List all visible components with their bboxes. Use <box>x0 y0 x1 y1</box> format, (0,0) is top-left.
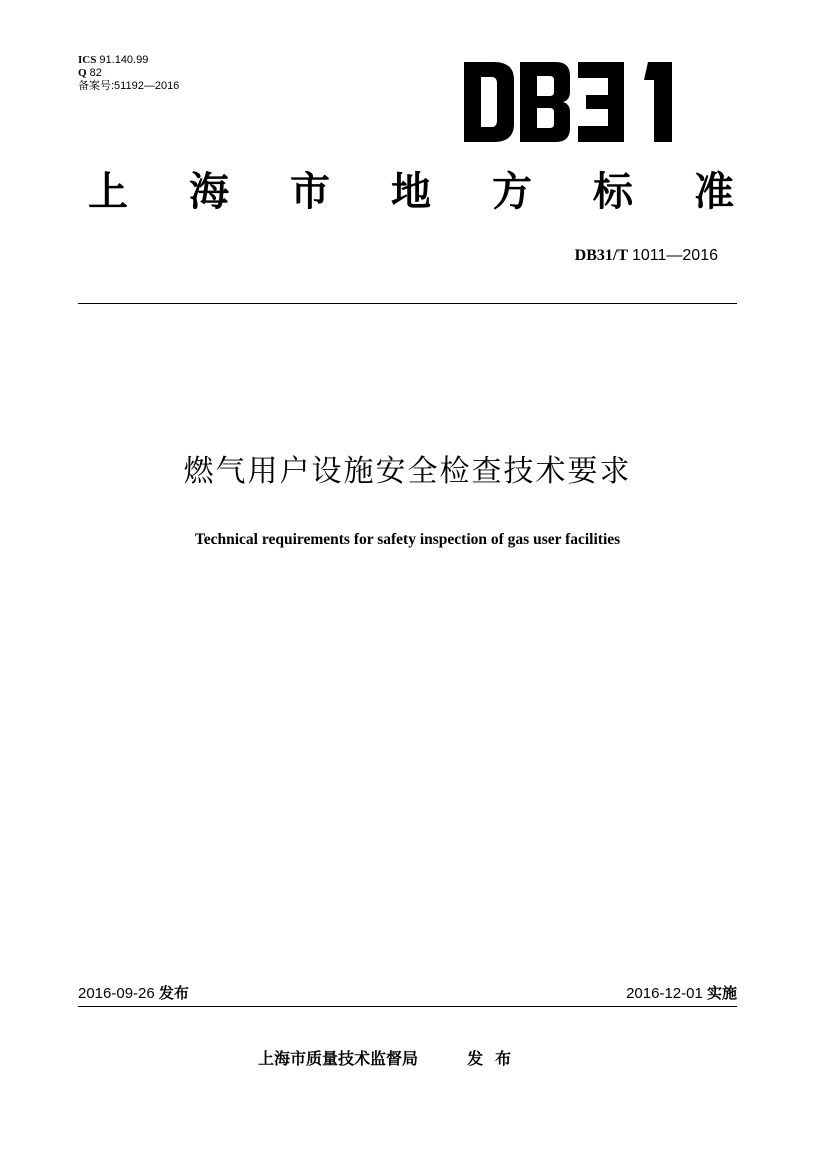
implementation-date-value: 2016-12-01 <box>626 985 703 1002</box>
standard-type-heading <box>86 168 736 216</box>
standard-type-char: 市 <box>290 169 330 215</box>
db31-logo-graphic <box>464 62 688 142</box>
issuing-authority <box>258 1048 523 1070</box>
standard-type-char: 方 <box>492 169 532 215</box>
issuer-name: 上海市质量技术监督局 <box>258 1049 419 1068</box>
standard-type-char: 标 <box>593 169 633 215</box>
document-title-en: Technical requirements for safety inspection of gas user facilities <box>194 531 621 548</box>
document-title-cn: 燃气用户设施安全检查技术要求 <box>183 454 632 489</box>
ccs-label: Q <box>78 67 87 79</box>
standard-type-char: 上 <box>88 169 128 215</box>
ccs-code <box>78 67 179 80</box>
ccs-value: 82 <box>89 67 102 79</box>
db31-logo <box>464 62 688 147</box>
issuer-action: 发布 <box>467 1049 524 1068</box>
issue-date-value: 2016-09-26 <box>78 985 155 1002</box>
standard-number-value: 1011—2016 <box>632 247 718 264</box>
standard-type-char: 海 <box>189 169 229 215</box>
implementation-date <box>626 983 737 1004</box>
bottom-divider <box>78 1006 737 1007</box>
standard-type-char: 准 <box>694 169 734 215</box>
standard-number <box>575 246 718 266</box>
record-number: 备案号:51192—2016 <box>78 80 180 92</box>
ics-value: 91.140.99 <box>99 54 149 66</box>
issue-date-label: 发布 <box>158 984 189 1002</box>
ics-label: ICS <box>78 54 97 66</box>
classification-block <box>78 54 179 93</box>
standard-type-char: 地 <box>391 169 431 215</box>
top-divider <box>78 303 737 304</box>
standard-number-prefix: DB31/T <box>574 247 628 264</box>
ics-code <box>78 54 179 67</box>
implementation-date-label: 实施 <box>706 984 737 1002</box>
issue-date <box>78 983 189 1004</box>
